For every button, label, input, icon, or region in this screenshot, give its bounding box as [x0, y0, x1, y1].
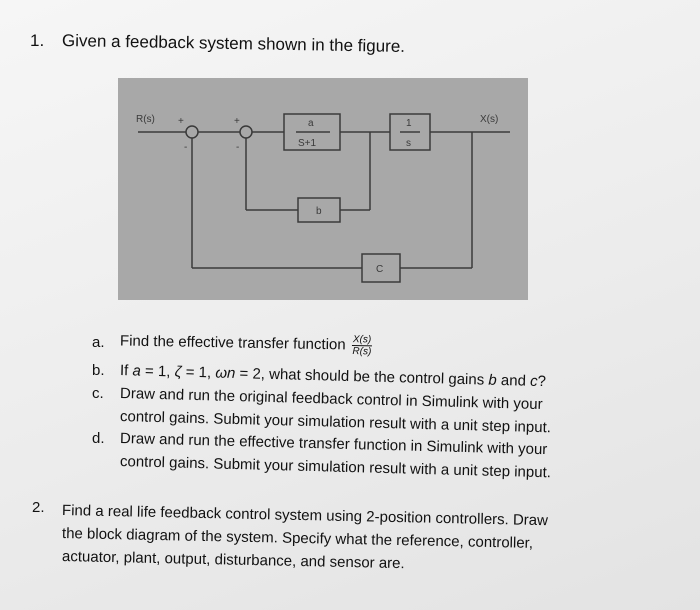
input-label-r-of-s: R(s): [136, 114, 155, 125]
part-b-mid1: = 1,: [140, 362, 175, 381]
part-b-mid4: and: [496, 371, 531, 390]
sum1-plus-sign: +: [178, 116, 184, 127]
part-a-text: [120, 330, 373, 357]
var-b: b: [488, 371, 497, 389]
question-2-number: 2.: [32, 499, 45, 516]
block2-denominator: s: [406, 138, 411, 149]
part-a-label: Find the effective transfer function: [119, 332, 346, 354]
sum2-plus-sign: +: [234, 116, 240, 127]
part-c-letter: c.: [92, 385, 104, 402]
var-c: c: [529, 372, 538, 390]
question-1-text: Given a feedback system shown in the figure.: [61, 31, 406, 56]
output-label-x-of-s: X(s): [480, 114, 499, 125]
part-c-line1: Draw and run the original feedback control in Simulink with your: [119, 385, 543, 414]
part-a-letter: a.: [92, 334, 105, 351]
block1-numerator: a: [308, 118, 314, 129]
fraction-denominator: R(s): [352, 346, 372, 358]
sum2-minus-sign: -: [236, 142, 240, 153]
var-omega-n: ωn: [215, 364, 236, 383]
transfer-function-fraction: [352, 334, 373, 357]
block-c-label: C: [376, 264, 384, 275]
summing-junction-1: [186, 126, 198, 138]
question-2-line2: the block diagram of the system. Specify what the reference, controller,: [61, 525, 534, 552]
part-b-mid2: = 1,: [181, 363, 216, 382]
part-b-mid3: = 2, what should be the control gains: [235, 365, 489, 389]
part-d-line1: Draw and run the effective transfer function in Simulink with your: [119, 430, 548, 459]
part-b-pre: If: [119, 362, 133, 380]
question-1-number: 1.: [30, 31, 45, 50]
question-2-line3: actuator, plant, output, disturbance, and sensor are.: [61, 548, 405, 573]
block-diagram-figure: [118, 78, 528, 300]
block-diagram-svg: [118, 78, 528, 300]
block-b-label: b: [316, 206, 322, 217]
block2-numerator: 1: [406, 118, 412, 129]
var-zeta: ζ: [174, 363, 182, 381]
part-b-letter: b.: [92, 362, 105, 379]
sum1-minus-sign: -: [184, 142, 188, 153]
part-d-line2: control gains. Submit your simulation result with a unit step input.: [119, 453, 552, 482]
block1-denominator: S+1: [298, 138, 317, 149]
summing-junction-2: [240, 126, 252, 138]
part-d-letter: d.: [92, 430, 105, 447]
part-c-line2: control gains. Submit your simulation result with a unit step input.: [119, 408, 552, 437]
question-2-line1: Find a real life feedback control system using 2-position controllers. Draw: [61, 502, 549, 530]
fraction-numerator: X(s): [352, 334, 372, 346]
var-a: a: [132, 362, 142, 380]
part-b-post: ?: [537, 372, 547, 391]
